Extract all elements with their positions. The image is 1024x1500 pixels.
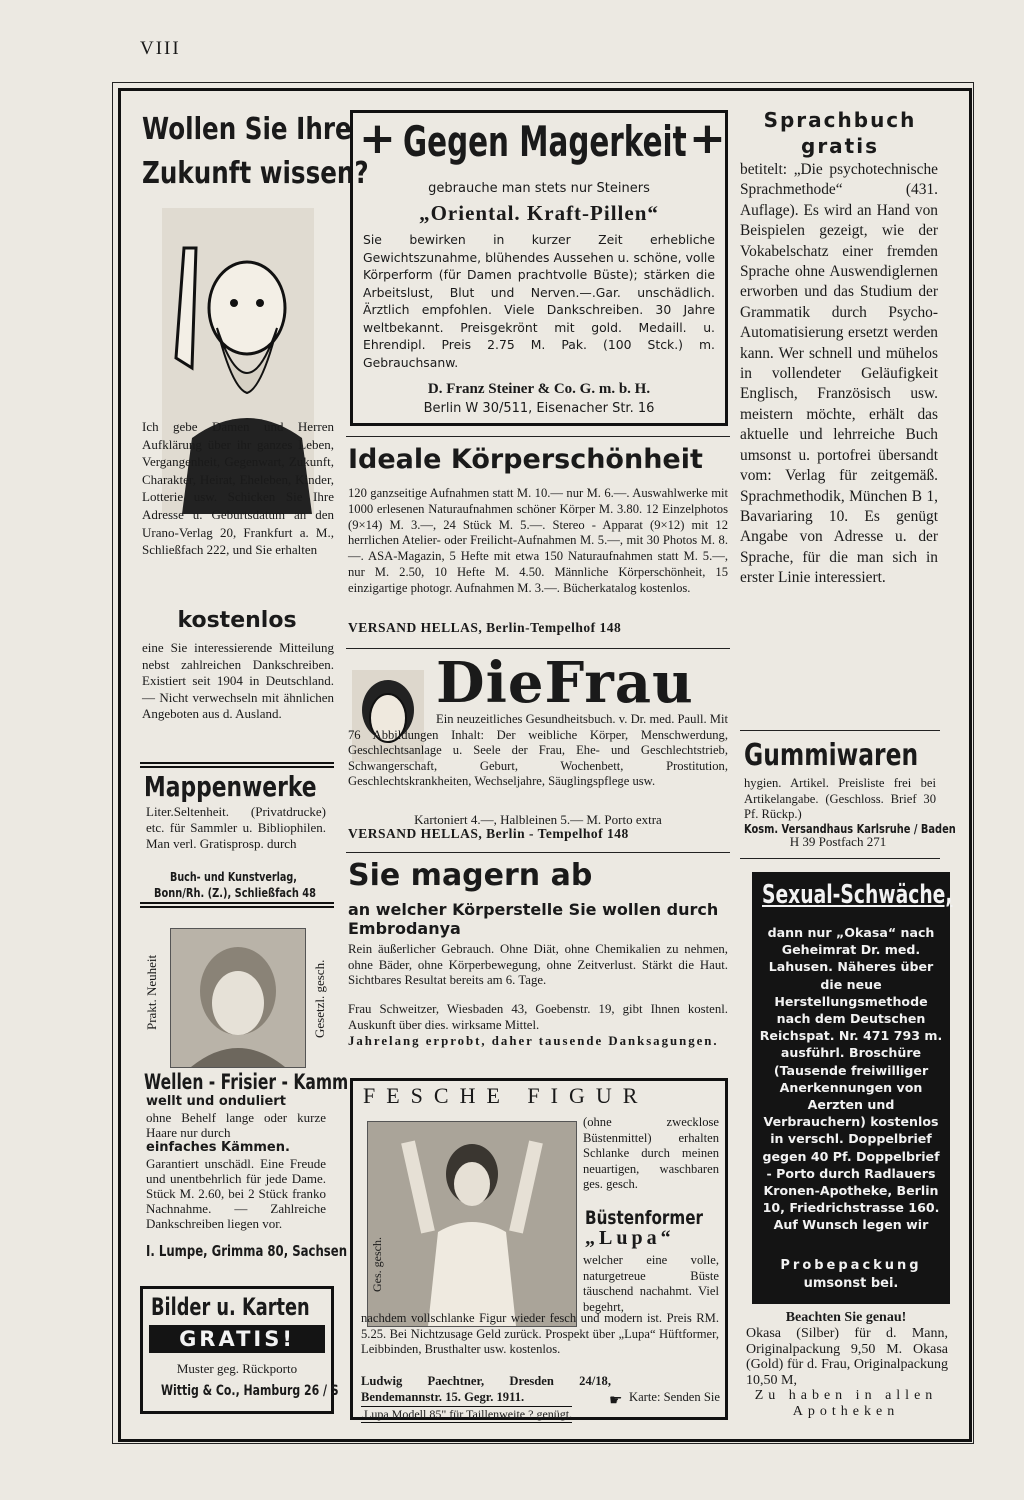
- sexual-probe: Probepackung: [780, 1258, 922, 1273]
- okasa-footer-2: Apotheken: [792, 1404, 900, 1419]
- ad-okasa: [740, 1308, 952, 1418]
- ad-diefrau: [348, 650, 730, 842]
- figur-img-label: Ges. gesch.: [370, 1237, 384, 1292]
- figur-product-name: „Lupa“: [585, 1227, 675, 1249]
- kamm-body-1: ohne Behelf lange oder kurze Haare nur durch: [146, 1110, 326, 1140]
- magerkeit-product: „Oriental. Kraft-Pillen“: [419, 201, 659, 225]
- bilder-gratis-banner: GRATIS!: [149, 1325, 325, 1353]
- sprachbuch-body: betitelt: „Die psychotechnische Sprachmethode“ (431. Auflage). Es wird an Hand von Beispielen gezeigt, wie der Vokabelschatz einer fremden Sprache ohne Auswendiglernen erworben und das Studium der Grammatik durch Psycho-Automatisierung ersetzt werden kann. Wer schnell und mühelos in vollendeter Geläufigkeit Englisch, Französisch usw. meistern möchte, erhält das aktuelle und lehrreiche Buch umsonst u. portofrei übersandt vom: Verlag für zeitgemäß. Sprachmethodik, München B 1, Bavariaring 10. Es genügt Angabe von Adresse u. der Sprache, für die man sich in erster Linie interessiert.: [740, 161, 938, 587]
- figur-body: nachdem vollschlanke Figur wieder fesch und modern ist. Preis RM. 5.25. Bei Nichtzusage Geld zurück. Prospekt über „Lupa“ Hüftformer, Leibbinden, Brusthalter usw. kostenlos.: [361, 1311, 719, 1356]
- ad-magerkeit: [350, 110, 728, 426]
- ad-sexual: [752, 872, 953, 1304]
- kamm-highlight: einfaches Kämmen.: [146, 1140, 290, 1155]
- magern-body: Rein äußerlicher Gebrauch. Ohne Diät, ohne Chemikalien zu nehmen, ohne Bäder, ohne Körperbewegung, ohne Zeitverlust. Stärkt die Haut. Sichtbares Resultat bereits am 6. Tage.: [348, 942, 728, 988]
- woman-portrait-photo: [170, 928, 306, 1068]
- magerkeit-intro: gebrauche man stets nur Steiners: [428, 181, 650, 196]
- sexual-umsonst: umsonst bei.: [803, 1276, 899, 1291]
- ad-magern: [348, 858, 730, 1068]
- zukunft-body-1: Ich gebe Damen und Herren Aufklärung über ihr ganzes Leben, Vergangenheit, Gegenwart, Zukunft, Charakter, Heirat, Eheleben, Kinder, Lotterie usw. Schicken Sie Ihre Adresse u. Geburtsdatum an den Urano-Verlag 20, Frankfurt a. M., Schließfach 222, und Sie erhalten: [142, 419, 334, 558]
- ad-koerperschoenheit: [348, 444, 730, 638]
- pointing-hand-icon: ☛: [609, 1393, 623, 1409]
- magerkeit-company: D. Franz Steiner & Co. G. m. b. H.: [427, 381, 651, 397]
- gummi-body: hygien. Artikel. Preisliste frei bei Artikelangabe. (Geschloss. Brief 30 Pf. Rückp.): [744, 776, 936, 821]
- kamm-title: Wellen - Frisier - Kamm: [144, 1070, 349, 1094]
- magern-footer: Jahrelang erprobt, daher tausende Danksagungen.: [348, 1034, 719, 1048]
- ad-sprachbuch: [740, 108, 940, 728]
- mappenwerke-sender-2: Bonn/Rh. (Z.), Schließfach 48: [154, 886, 316, 900]
- gummi-sender: Kosm. Versandhaus Karlsruhe / Baden: [744, 822, 956, 836]
- okasa-footer-1: Zu haben in allen: [754, 1388, 938, 1403]
- mappenwerke-body: Liter.Seltenheit. (Privatdrucke) etc. für Sammler u. Bibliophilen. Man verl. Gratisprosp. durch: [146, 804, 326, 851]
- zukunft-headline-1: Wollen Sie Ihre: [142, 112, 352, 147]
- diefrau-price: Kartoniert 4.—, Halbleinen 5.— M. Porto extra: [414, 812, 662, 827]
- magerkeit-headline: Gegen Magerkeit: [403, 117, 687, 166]
- magerkeit-cross-left: +: [359, 113, 396, 164]
- diefrau-title: DieFrau: [436, 650, 694, 716]
- kamm-body-2: Garantiert unschädl. Eine Freude und unentbehrlich für jede Dame. Stück M. 2.60, bei 2 Stück franko Nachnahme. — Zahlreiche Dankschreiben liegen vor.: [146, 1156, 326, 1231]
- bilder-title: Bilder u. Karten: [151, 1293, 310, 1321]
- ad-bilder: [140, 1286, 339, 1414]
- sexual-headline: Sexual-Schwäche,: [762, 880, 953, 910]
- ad-gummi: [740, 738, 956, 850]
- divider: [346, 436, 730, 437]
- gummi-postfach: H 39 Postfach 271: [789, 834, 887, 849]
- mappenwerke-title: Mappenwerke: [144, 770, 317, 803]
- figur-product-title: Büstenformer: [585, 1207, 704, 1229]
- ad-kamm: [140, 920, 349, 1274]
- zukunft-headline-2: Zukunft wissen?: [142, 156, 369, 191]
- diefrau-body: Ein neuzeitliches Gesundheitsbuch. v. Dr. med. Paull. Mit 76 Abbildungen Inhalt: Der weibliche Körper, Menschwerdung, Geschlechtsanlage u. Seele der Frau, Ehe- und Geschlechtstrieb, Schwangerschaft, Geburt, Wochenbett, Prostitution, Geschlechtskrankheiten, Wechseljahre, Säuglingspflege usw.: [348, 712, 728, 788]
- kamm-side-left: Prakt. Neuheit: [144, 954, 159, 1030]
- magern-sub: an welcher Körperstelle Sie wollen durch Embrodanya: [348, 900, 719, 938]
- magern-sender: Frau Schweitzer, Wiesbaden 43, Goebenstr. 19, gibt Ihnen kostenl. Auskunft über dies. wirksame Mittel.: [348, 1002, 728, 1032]
- magern-headline: Sie magern ab: [348, 858, 593, 893]
- koerperschoenheit-headline: Ideale Körperschönheit: [348, 444, 703, 475]
- ad-figur: [350, 1078, 728, 1420]
- sprachbuch-headline-2: gratis: [801, 134, 879, 158]
- figur-footer: .Lupa Modell 85" für Taillenweite ? genügt.: [361, 1407, 573, 1421]
- figur-headline: FESCHE FIGUR: [363, 1083, 649, 1108]
- divider: [740, 730, 940, 731]
- bilder-body: Muster geg. Rückporto: [176, 1361, 298, 1376]
- magerkeit-body: Sie bewirken in kurzer Zeit erhebliche Gewichtszunahme, blühendes Aussehen u. schöne, volle Körperform (für Damen prachtvolle Büste); stärken die Arbeitslust, Blut und Nerven.—.Gar. unschädlich. Ärztlich empfohlen. Viele Dankschreiben. 30 Jahre weltbekannt. Preisgekrönt mit gold. Medaill. u. Ehrendipl. Preis 2.75 M. Pak. (100 Stck.) m. Gebrauchsanw.: [363, 232, 715, 370]
- figur-right-1: (ohne zwecklose Büstenmittel) erhalten Schlanke durch meinen neuartigen, waschbaren ges. gesch.: [583, 1115, 719, 1191]
- page-number: VIII: [140, 38, 181, 59]
- kamm-side-right: Gesetzl. gesch.: [312, 959, 327, 1038]
- divider: [346, 852, 730, 853]
- okasa-body: Okasa (Silber) für d. Mann, Originalpackung 9,50 M. Okasa (Gold) für d. Frau, Originalpackung 10,50 M,: [746, 1326, 948, 1388]
- divider: [346, 648, 730, 649]
- corset-woman-photo: [367, 1121, 577, 1327]
- okasa-headline: Beachten Sie genau!: [785, 1310, 907, 1325]
- ad-zukunft: [140, 110, 369, 750]
- gummi-title: Gummiwaren: [744, 738, 919, 773]
- sexual-body: dann nur „Okasa“ nach Geheimrat Dr. med. Lahusen. Näheres über die neue Herstellungsmethode nach dem Deutschen Reichspat. Nr. 471 793 m. ausführl. Broschüre (Tausende freiwilliger Anerkennungen von Aerzten und Verbrauchern) kostenlos in verschl. Doppelbrief gegen 40 Pf. Doppelbrief - Porto durch Radlauers Kronen-Apotheke, Berlin 10, Friedrichstrasse 160. Auf Wunsch legen wir: [759, 925, 943, 1233]
- zukunft-body-2: eine Sie interessierende Mitteilung nebst zahlreichen Dankschreiben. Existiert seit 1904 in Deutschland. — Nicht verwechseln mit ähnlichen Angeboten aus d. Ausland.: [142, 640, 334, 721]
- figur-sender: Ludwig Paechtner, Dresden 24/18, Bendemannstr. 15. Gegr. 1911.: [361, 1374, 611, 1404]
- kamm-sub: wellt und onduliert: [146, 1094, 286, 1109]
- bilder-sender: Wittig & Co., Hamburg 26 / S: [161, 1383, 339, 1399]
- zukunft-kostenlos: kostenlos: [177, 608, 297, 633]
- sprachbuch-headline-1: Sprachbuch: [763, 108, 917, 132]
- figur-karte: Karte: Senden Sie: [629, 1390, 720, 1404]
- ad-mappenwerke: [140, 762, 334, 908]
- magerkeit-address: Berlin W 30/511, Eisenacher Str. 16: [423, 401, 655, 416]
- mappenwerke-sender-1: Buch- und Kunstverlag,: [170, 870, 297, 884]
- figur-right-2: welcher eine volle, naturgetreue Büste täuschend nachahmt. Viel begehrt,: [583, 1253, 719, 1314]
- koerperschoenheit-body: 120 ganzseitige Aufnahmen statt M. 10.— nur M. 6.—. Auswahlwerke mit 1000 erlesenen Naturaufnahmen schöner Körper M. 3.80. 12 Einzelphotos (9×14) M. 3.—, 24 Stück M. 5.—. Stereo - Apparat (9×12) mit 12 herrlichen Atelier- oder Freilicht-Aufnahmen M. 5.—, mit 30 Photos M. 8.—. ASA-Magazin, 5 Hefte mit etwa 150 Naturaufnahmen statt M. 5.—, nur M. 2.50, 10 Hefte M. 4.50. Männliche Körperschönheit, 15 einzigartige photogr. Aufnahmen M. 3.—. Bücherkatalog kostenlos.: [348, 486, 728, 595]
- divider: [740, 858, 940, 859]
- diefrau-sender: VERSAND HELLAS, Berlin - Tempelhof 148: [348, 826, 629, 841]
- magerkeit-cross-right: +: [689, 113, 726, 164]
- kamm-sender: I. Lumpe, Grimma 80, Sachsen: [146, 1242, 348, 1260]
- koerperschoenheit-sender: VERSAND HELLAS, Berlin-Tempelhof 148: [348, 620, 622, 635]
